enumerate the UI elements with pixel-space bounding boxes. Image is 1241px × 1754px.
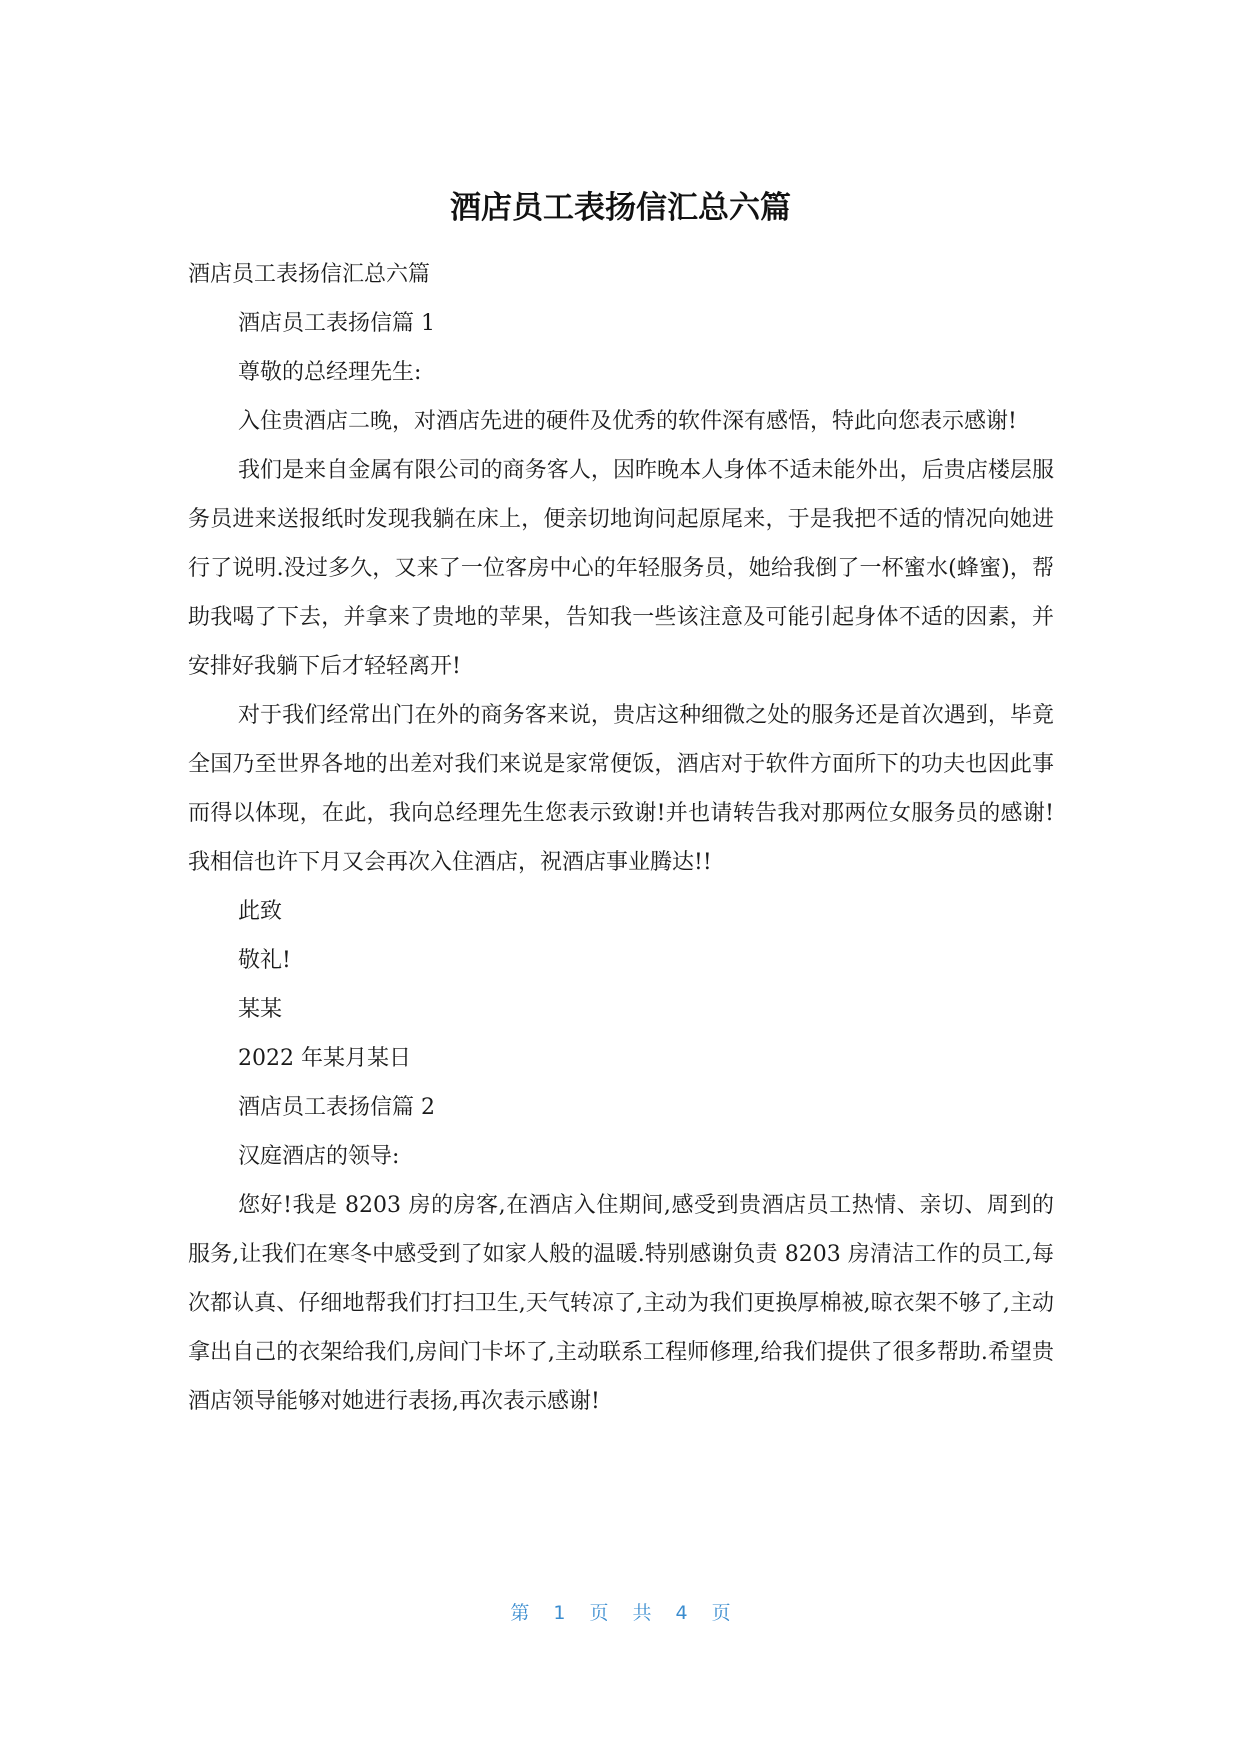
paragraph-body-3: 对于我们经常出门在外的商务客来说，贵店这种细微之处的服务还是首次遇到，毕竟全国乃至世界各地的出差对我们来说是家常便饭，酒店对于软件方面所下的功夫也因此事而得以体现，在此，我向总经理先生您表示致谢!并也请转告我对那两位女服务员的感谢!我相信也许下月又会再次入住酒店，祝酒店事业腾达!! <box>188 703 1054 875</box>
paragraph-salutation-1: 尊敬的总经理先生: <box>238 360 422 385</box>
paragraph-closing-2: 敬礼! <box>238 948 291 973</box>
page-footer: 第 1 页 共 4 页 <box>510 1602 731 1624</box>
paragraph-letter-2-title: 酒店员工表扬信篇 2 <box>238 1095 435 1120</box>
paragraph-body-2: 我们是来自金属有限公司的商务客人，因昨晚本人身体不适未能外出，后贵店楼层服务员进来送报纸时发现我躺在床上，便亲切地询问起原尾来，于是我把不适的情况向她进行了说明.没过多久，又来了一位客房中心的年轻服务员，她给我倒了一杯蜜水(蜂蜜)，帮助我喝了下去，并拿来了贵地的苹果，告知我一些该注意及可能引起身体不适的因素，并安排好我躺下后才轻轻离开! <box>188 458 1054 679</box>
paragraph-letter-1-title: 酒店员工表扬信篇 1 <box>238 311 435 336</box>
paragraph-signature: 某某 <box>238 997 283 1022</box>
paragraph-closing-1: 此致 <box>238 899 283 924</box>
document-title: 酒店员工表扬信汇总六篇 <box>450 190 791 226</box>
paragraph-date: 2022 年某月某日 <box>238 1046 411 1071</box>
paragraph-body-4: 您好!我是 8203 房的房客,在酒店入住期间,感受到贵酒店员工热情、亲切、周到的服务,让我们在寒冬中感受到了如家人般的温暖.特别感谢负责 8203 房清洁工作的员工,每次都认真、仔细地帮我们打扫卫生,天气转凉了,主动为我们更换厚棉被,晾衣架不够了,主动拿出自己的衣架给我们,房间门卡坏了,主动联系工程师修理,给我们提供了很多帮助.希望贵酒店领导能够对她进行表扬,再次表示感谢! <box>188 1193 1054 1414</box>
paragraph-body-1: 入住贵酒店二晚，对酒店先进的硬件及优秀的软件深有感悟，特此向您表示感谢! <box>238 409 1017 434</box>
document-body <box>188 250 1054 1426</box>
paragraph-salutation-2: 汉庭酒店的领导: <box>238 1144 400 1169</box>
paragraph-heading: 酒店员工表扬信汇总六篇 <box>188 262 431 287</box>
